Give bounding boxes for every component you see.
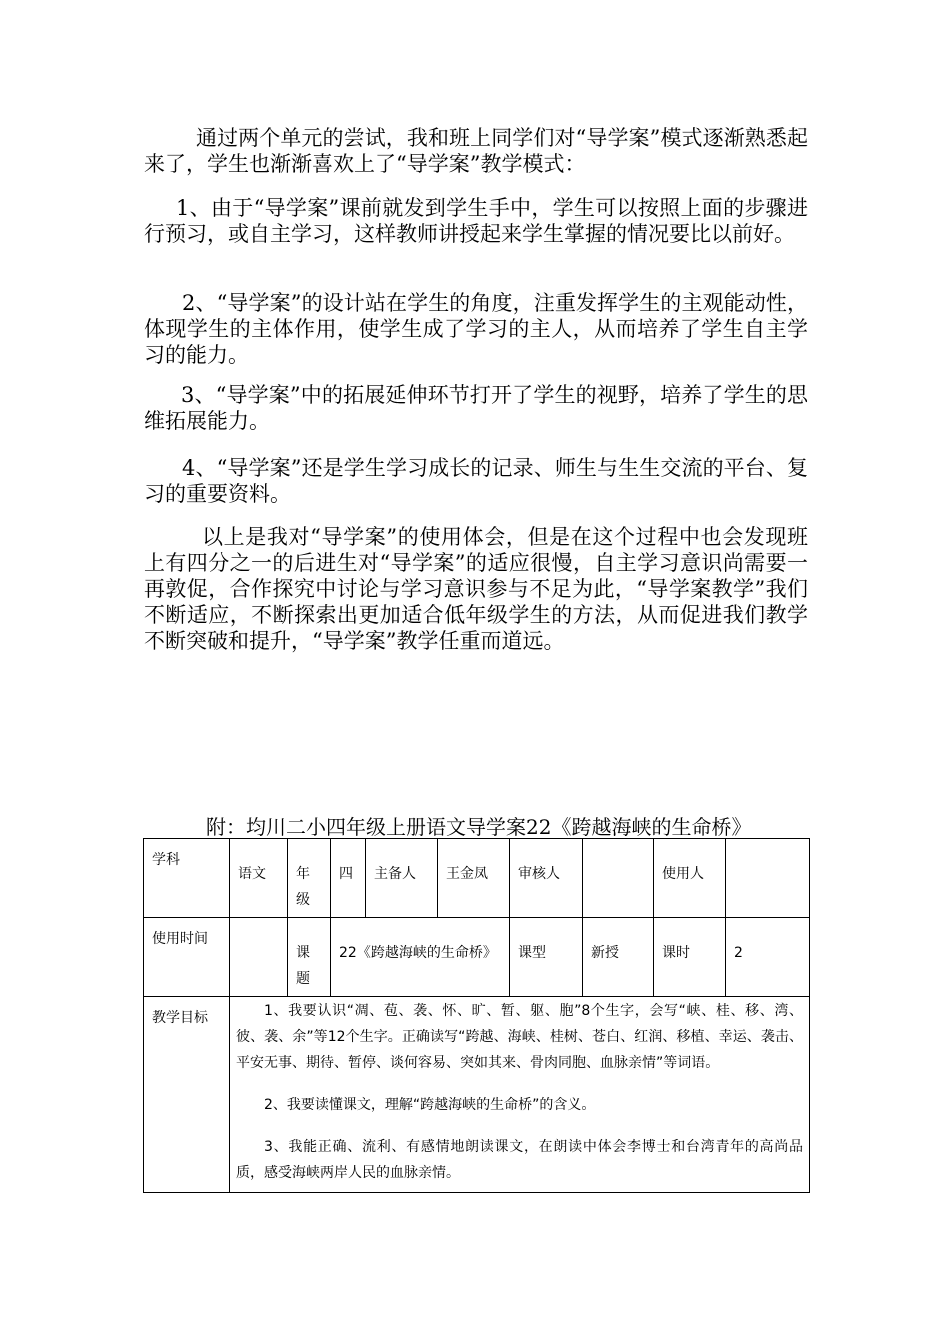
subject-value: 语文 xyxy=(230,839,288,918)
goals-cell xyxy=(230,997,810,1193)
time-value xyxy=(230,918,288,997)
table-row-goals xyxy=(144,997,810,1193)
point-paragraph-3: 3、“导学案”中的拓展延伸环节打开了学生的视野，培养了学生的思维拓展能力。 xyxy=(144,383,808,433)
reviewer-label: 审核人 xyxy=(510,839,583,918)
user-value xyxy=(726,839,810,918)
table-row-lesson xyxy=(144,918,810,997)
appendix-title: 附：均川二小四年级上册语文导学案22《跨越海峡的生命桥》 xyxy=(206,815,752,839)
lead-preparer-label: 主备人 xyxy=(366,839,438,918)
grade-value: 四 xyxy=(331,839,366,918)
goal-item-1: 1、我要认识“凋、苞、袭、怀、旷、暂、躯、胞”8个生字，会写“峡、桂、移、湾、彼、袭、余”等12个生字。正确读写“跨越、海峡、桂树、苍白、红润、移植、幸运、袭击、平安无事、期待、暂停、谈何容易、突如其来、骨肉同胞、血脉亲情”等词语。 xyxy=(236,1003,803,1071)
conclusion-paragraph: 以上是我对“导学案”的使用体会，但是在这个过程中也会发现班上有四分之一的后进生对“导学案”的适应很慢，自主学习意识尚需要一再敦促，合作探究中讨论与学习意识参与不足为此，“导学案教学”我们不断适应，不断探索出更加适合低年级学生的方法，从而促进我们教学不断突破和提升，“导学案”教学任重而道远。 xyxy=(144,525,808,653)
table-row-header xyxy=(144,839,810,918)
point-paragraph-4: 4、“导学案”还是学生学习成长的记录、师生与生生交流的平台、复习的重要资料。 xyxy=(144,456,808,506)
topic-label: 课题 xyxy=(288,918,331,997)
subject-label: 学科 xyxy=(144,839,230,918)
point-paragraph-2: 2、“导学案”的设计站在学生的角度，注重发挥学生的主观能动性，体现学生的主体作用，使学生成了学习的主人，从而培养了学生自主学习的能力。 xyxy=(144,291,808,367)
lesson-type-value: 新授 xyxy=(583,918,654,997)
lesson-plan-table xyxy=(143,838,810,1193)
lesson-type-label: 课型 xyxy=(510,918,583,997)
user-label: 使用人 xyxy=(654,839,726,918)
topic-value: 22《跨越海峡的生命桥》 xyxy=(331,918,510,997)
time-label: 使用时间 xyxy=(144,918,230,997)
class-hours-value: 2 xyxy=(726,918,810,997)
intro-paragraph: 通过两个单元的尝试，我和班上同学们对“导学案”模式逐渐熟悉起来了，学生也渐渐喜欢上了“导学案”教学模式： xyxy=(144,126,808,176)
reviewer-value xyxy=(583,839,654,918)
point-paragraph-1: 1、由于“导学案”课前就发到学生手中，学生可以按照上面的步骤进行预习，或自主学习，这样教师讲授起来学生掌握的情况要比以前好。 xyxy=(144,196,808,246)
goal-item-2: 2、我要读懂课文，理解“跨越海峡的生命桥”的含义。 xyxy=(264,1097,596,1113)
goals-label: 教学目标 xyxy=(144,997,230,1193)
goal-item-3: 3、我能正确、流利、有感情地朗读课文，在朗读中体会李博士和台湾青年的高尚品质，感受海峡两岸人民的血脉亲情。 xyxy=(236,1139,803,1181)
lead-preparer-value: 王金凤 xyxy=(438,839,510,918)
grade-label: 年级 xyxy=(288,839,331,918)
class-hours-label: 课时 xyxy=(654,918,726,997)
